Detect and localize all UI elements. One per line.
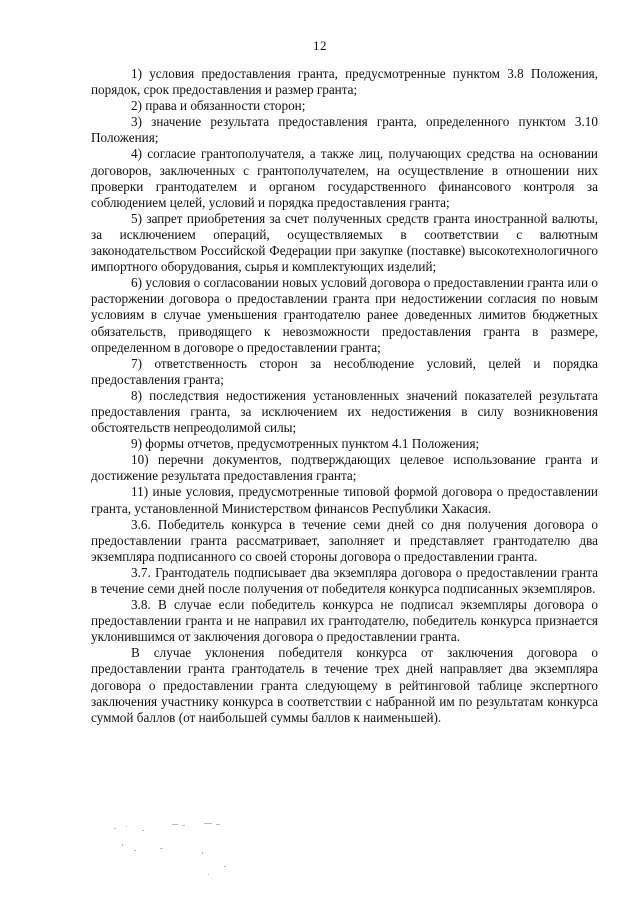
paragraph-item-8: 8) последствия недостижения установленных значений показателей результата предоставления гранта, за исключением их недостижения в силу возникновения обстоятельств непреодолимой силы; xyxy=(91,387,598,436)
paragraph-item-6: 6) условия о согласовании новых условий договора о предоставлении гранта или о расторжении договора о предоставлении гранта при недостижении согласия по новым условиям в случае уменьшения грантодателю ранее доведенных лимитов бюджетных обязательств, приводящего к невозможности предоставления гранта в размере, определенном в договоре о предоставлении гранта; xyxy=(91,275,598,355)
paragraph-item-10: 10) перечни документов, подтверждающих целевое использование гранта и достижение результата предоставления гранта; xyxy=(91,452,598,484)
paragraph-item-1: 1) условия предоставления гранта, предусмотренные пунктом 3.8 Положения, порядок, срок предоставления и размер гранта; xyxy=(91,66,598,98)
paragraph-item-3: 3) значение результата предоставления гранта, определенного пунктом 3.10 Положения; xyxy=(91,114,598,146)
page-number: 12 xyxy=(313,38,327,53)
paragraph-item-11: 11) иные условия, предусмотренные типовой формой договора о предоставлении гранта, установленной Министерством финансов Республики Хакасия. xyxy=(91,484,598,516)
paragraph-item-4: 4) согласие грантополучателя, а также лиц, получающих средства на основании договоров, заключенных с грантополучателем, на осуществление в отношении них проверки грантодателем и органом государственного финансового контроля за соблюдением целей, условий и порядка предоставления гранта; xyxy=(91,146,598,210)
paragraph-clause-3-8: 3.8. В случае если победитель конкурса не подписал экземпляры договора о предоставлении гранта и не направил их грантодателю, победитель конкурса признается уклонившимся от заключения договора о предоставлении гранта. xyxy=(91,597,598,645)
paragraph-item-9: 9) формы отчетов, предусмотренных пунктом 4.1 Положения; xyxy=(131,436,480,452)
document-body xyxy=(91,66,598,726)
paragraph-clause-3-7: 3.7. Грантодатель подписывает два экземпляра договора о предоставлении гранта в течение семи дней после получения от победителя конкурса подписанных экземпляров. xyxy=(91,564,598,596)
scan-noise-marks xyxy=(112,822,242,882)
paragraph-evasion-case: В случае уклонения победителя конкурса от заключения договора о предоставлении гранта грантодатель в течение трех дней направляет два экземпляра договора о предоставлении гранта следующему в рейтинговой таблице экспертного заключения участнику конкурса в соответствии с набранной им по результатам конкурса суммой баллов (от наибольшей суммы баллов к наименьшей). xyxy=(91,645,598,725)
paragraph-item-5: 5) запрет приобретения за счет полученных средств гранта иностранной валюты, за исключением операций, осуществляемых в соответствии с валютным законодательством Российской Федерации при закупке (поставке) высокотехнологичного импортного оборудования, сырья и комплектующих изделий; xyxy=(91,210,598,275)
paragraph-item-2: 2) права и обязанности сторон; xyxy=(131,98,306,114)
paragraph-clause-3-6: 3.6. Победитель конкурса в течение семи дней со дня получения договора о предоставлении гранта рассматривает, заполняет и представляет грантодателю два экземпляра подписанного со своей стороны договора о предоставлении гранта. xyxy=(91,516,598,564)
paragraph-item-7: 7) ответственность сторон за несоблюдение условий, целей и порядка предоставления гранта; xyxy=(91,355,598,387)
